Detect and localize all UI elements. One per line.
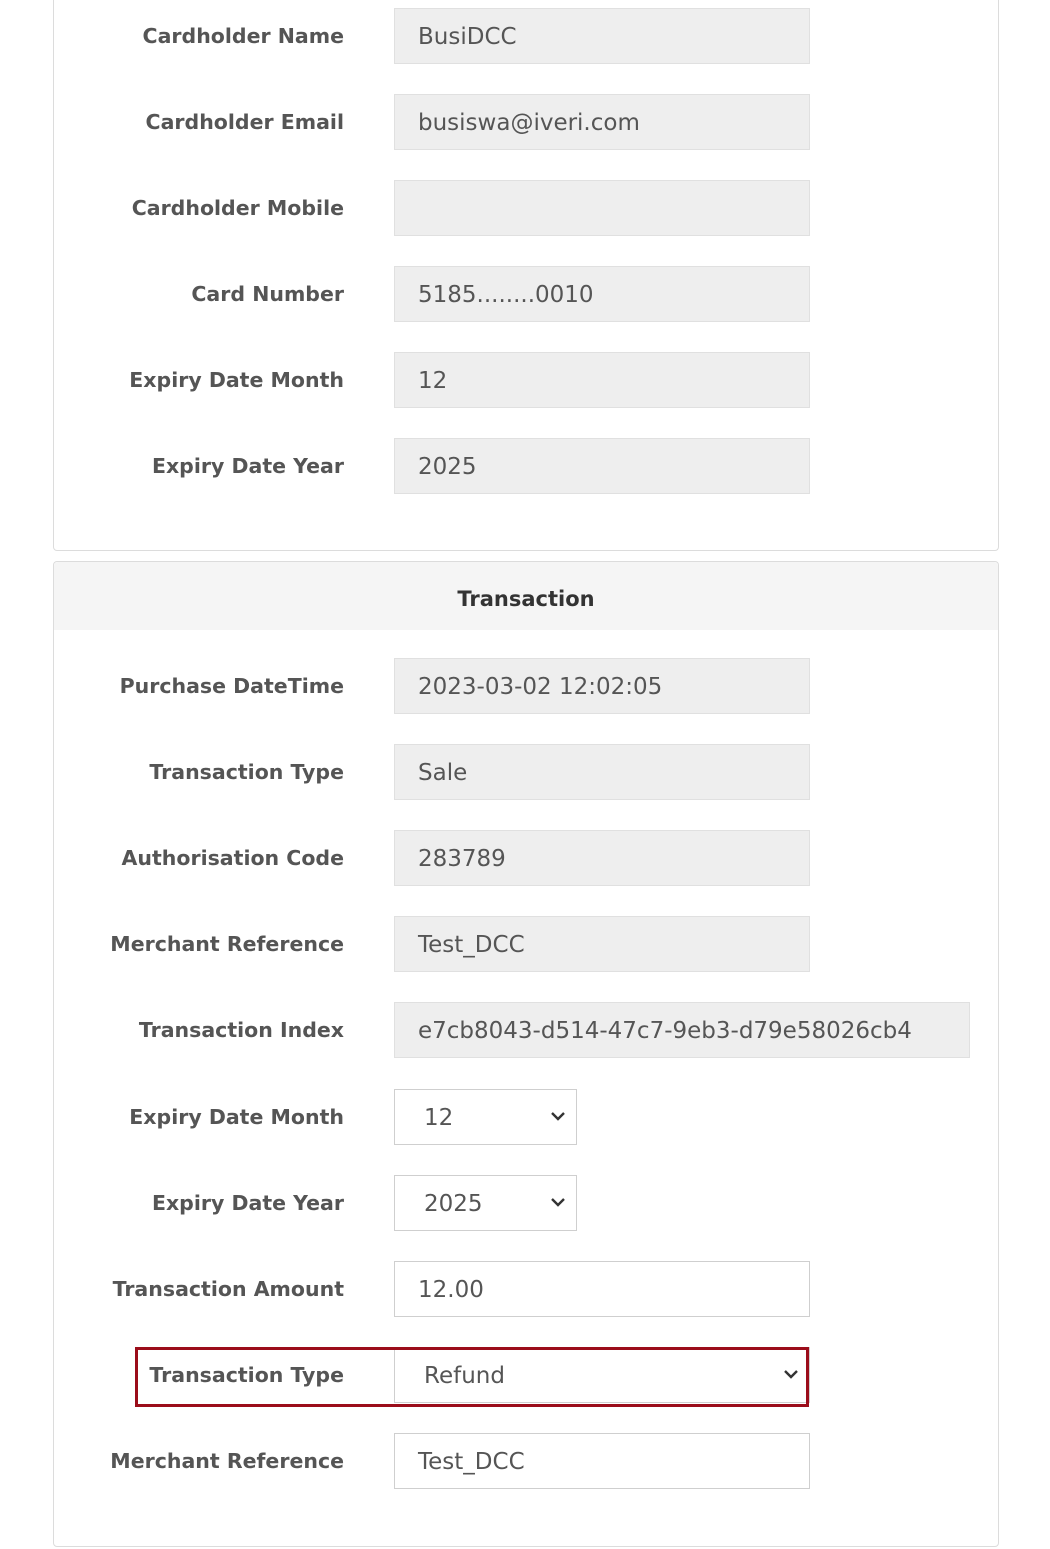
authorisation-code-label: Authorisation Code (121, 846, 344, 870)
chevron-down-icon (783, 1366, 799, 1382)
cardholder-mobile-field[interactable] (394, 180, 810, 236)
transaction-index-label: Transaction Index (138, 1018, 344, 1042)
cardholder-name-label: Cardholder Name (142, 24, 344, 48)
expiry-month-select[interactable] (394, 1089, 577, 1145)
cardholder-panel (53, 0, 999, 551)
purchase-datetime-row (54, 658, 998, 718)
expiry-year-select-row (54, 1175, 998, 1235)
transaction-amount-row (54, 1261, 998, 1321)
expiry-month-select-row (54, 1089, 998, 1149)
transaction-index-row (54, 1002, 998, 1062)
card-expiry-year-row (54, 438, 998, 498)
transaction-type-row (54, 744, 998, 804)
cardholder-name-field[interactable]: BusiDCC (394, 8, 810, 64)
expiry-month-select-label: Expiry Date Month (129, 1105, 344, 1129)
expiry-year-select-label: Expiry Date Year (151, 1191, 344, 1215)
card-expiry-month-field[interactable]: 12 (394, 352, 810, 408)
card-number-field[interactable]: 5185........0010 (394, 266, 810, 322)
merchant-reference-row (54, 916, 998, 976)
expiry-year-selected: 2025 (424, 1191, 483, 1217)
card-expiry-year-field[interactable]: 2025 (394, 438, 810, 494)
new-transaction-type-label: Transaction Type (149, 1363, 344, 1387)
new-merchant-reference-input[interactable]: Test_DCC (394, 1433, 810, 1489)
cardholder-name-row (54, 8, 998, 68)
card-expiry-month-label: Expiry Date Month (129, 368, 344, 392)
cardholder-email-label: Cardholder Email (145, 110, 344, 134)
cardholder-mobile-label: Cardholder Mobile (131, 196, 344, 220)
transaction-amount-input[interactable]: 12.00 (394, 1261, 810, 1317)
chevron-down-icon (550, 1108, 566, 1124)
new-transaction-type-select[interactable] (394, 1347, 810, 1403)
purchase-datetime-label: Purchase DateTime (119, 674, 344, 698)
transaction-panel (53, 561, 999, 1547)
purchase-datetime-field[interactable]: 2023-03-02 12:02:05 (394, 658, 810, 714)
cardholder-email-row (54, 94, 998, 154)
expiry-month-selected: 12 (424, 1105, 454, 1131)
new-merchant-reference-row (54, 1433, 998, 1493)
expiry-year-select[interactable] (394, 1175, 577, 1231)
cardholder-email-field[interactable]: busiswa@iveri.com (394, 94, 810, 150)
transaction-heading: Transaction (54, 562, 998, 630)
transaction-type-label: Transaction Type (149, 760, 344, 784)
transaction-amount-label: Transaction Amount (112, 1277, 344, 1301)
new-merchant-reference-label: Merchant Reference (110, 1449, 344, 1473)
cardholder-mobile-row (54, 180, 998, 240)
authorisation-code-row (54, 830, 998, 890)
chevron-down-icon (550, 1194, 566, 1210)
card-number-row (54, 266, 998, 326)
merchant-reference-field[interactable]: Test_DCC (394, 916, 810, 972)
card-number-label: Card Number (191, 282, 344, 306)
merchant-reference-label: Merchant Reference (110, 932, 344, 956)
transaction-index-field[interactable]: e7cb8043-d514-47c7-9eb3-d79e58026cb4 (394, 1002, 970, 1058)
card-expiry-month-row (54, 352, 998, 412)
card-expiry-year-label: Expiry Date Year (151, 454, 344, 478)
new-transaction-type-row (54, 1347, 998, 1407)
transaction-type-field[interactable]: Sale (394, 744, 810, 800)
authorisation-code-field[interactable]: 283789 (394, 830, 810, 886)
new-transaction-type-selected: Refund (424, 1363, 505, 1389)
